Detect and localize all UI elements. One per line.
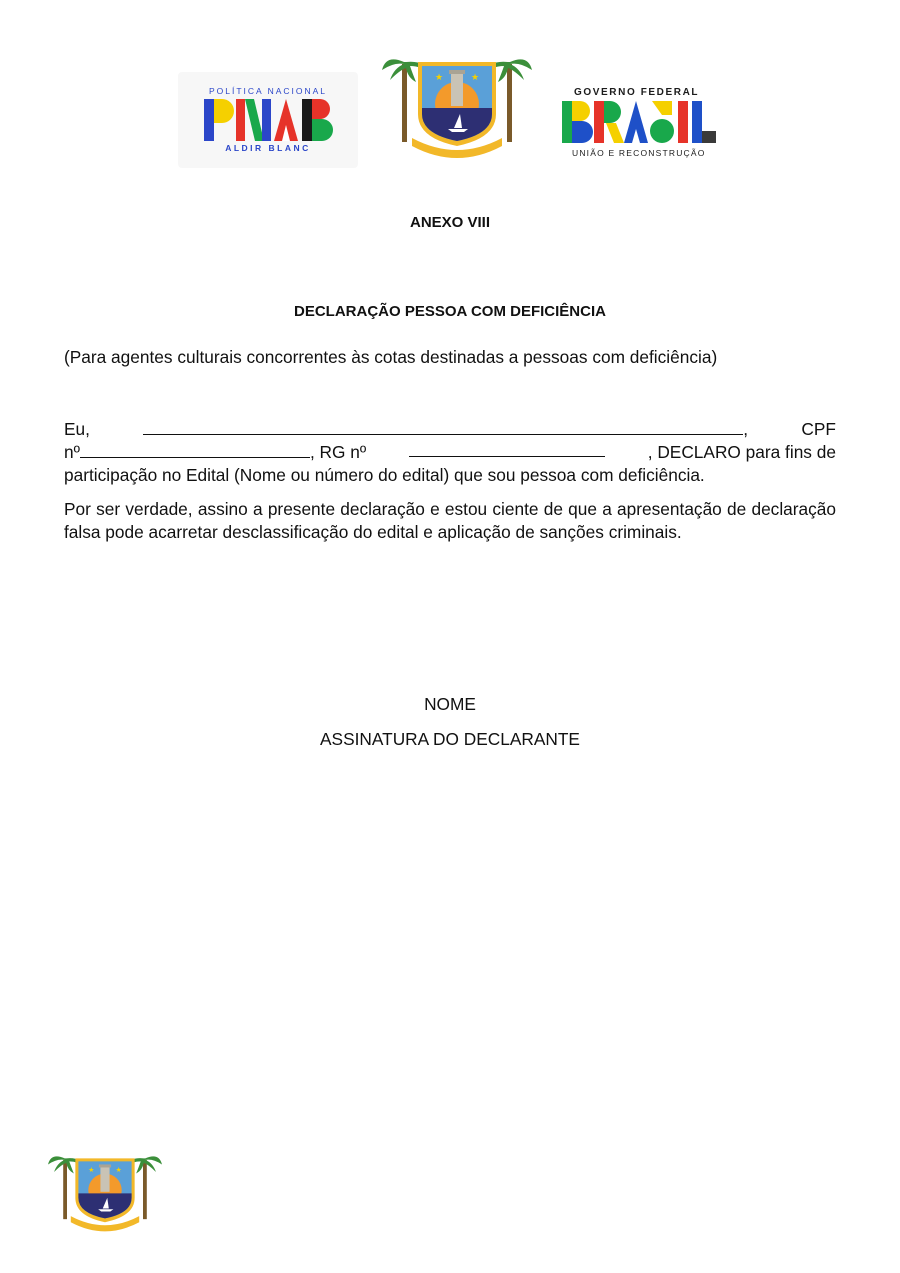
declaration-title: DECLARAÇÃO PESSOA COM DEFICIÊNCIA — [294, 303, 606, 320]
rg-blank-line[interactable] — [409, 441, 605, 457]
name-blank[interactable]: , — [143, 418, 748, 441]
gov-top-caption: GOVERNO FEDERAL — [574, 87, 700, 98]
name-blank-line[interactable] — [143, 419, 743, 435]
eu-label: Eu, — [64, 419, 90, 439]
footer-municipal-crest-icon — [48, 1143, 162, 1233]
pnab-bottom-caption: ALDIR BLANC — [225, 143, 311, 153]
identity-line-2 — [64, 441, 836, 464]
identity-line-1 — [64, 418, 836, 441]
governo-federal-logo — [560, 84, 720, 164]
svg-text:★: ★ — [115, 1166, 122, 1175]
signature-label: ASSINATURA DO DECLARANTE — [320, 729, 580, 749]
annex-title: ANEXO VIII — [409, 214, 491, 231]
pnab-logo — [178, 72, 358, 168]
cpf-blank-line[interactable] — [80, 442, 310, 458]
rg-label: , RG nº — [309, 442, 367, 462]
truth-paragraph: Por ser verdade, assino a presente declaração e estou ciente de que a apresentação de declaração falsa pode acarretar desclassificação do edital e aplicação de sanções criminais. — [64, 499, 836, 542]
pnab-wordmark-icon — [204, 99, 334, 141]
identity-paragraph — [64, 418, 836, 487]
declaro-text: , DECLARO para fins de — [647, 442, 836, 462]
svg-text:★: ★ — [435, 73, 444, 83]
svg-text:★: ★ — [88, 1166, 95, 1175]
pnab-top-caption: POLÍTICA NACIONAL — [208, 86, 328, 96]
municipal-crest-icon — [382, 42, 532, 160]
intro-paragraph: (Para agentes culturais concorrentes às cotas destinadas a pessoas com deficiência) — [64, 347, 718, 367]
gov-bottom-caption: UNIÃO E RECONSTRUÇÃO — [572, 148, 706, 158]
signature-name: NOME — [424, 694, 476, 714]
brasil-wordmark-icon — [562, 101, 718, 145]
svg-text:★: ★ — [471, 73, 480, 83]
participation-text: participação no Edital (Nome ou número do edital) que sou pessoa com deficiência. — [64, 465, 705, 485]
n-label: nº — [64, 442, 80, 462]
cpf-label: CPF — [801, 419, 836, 439]
